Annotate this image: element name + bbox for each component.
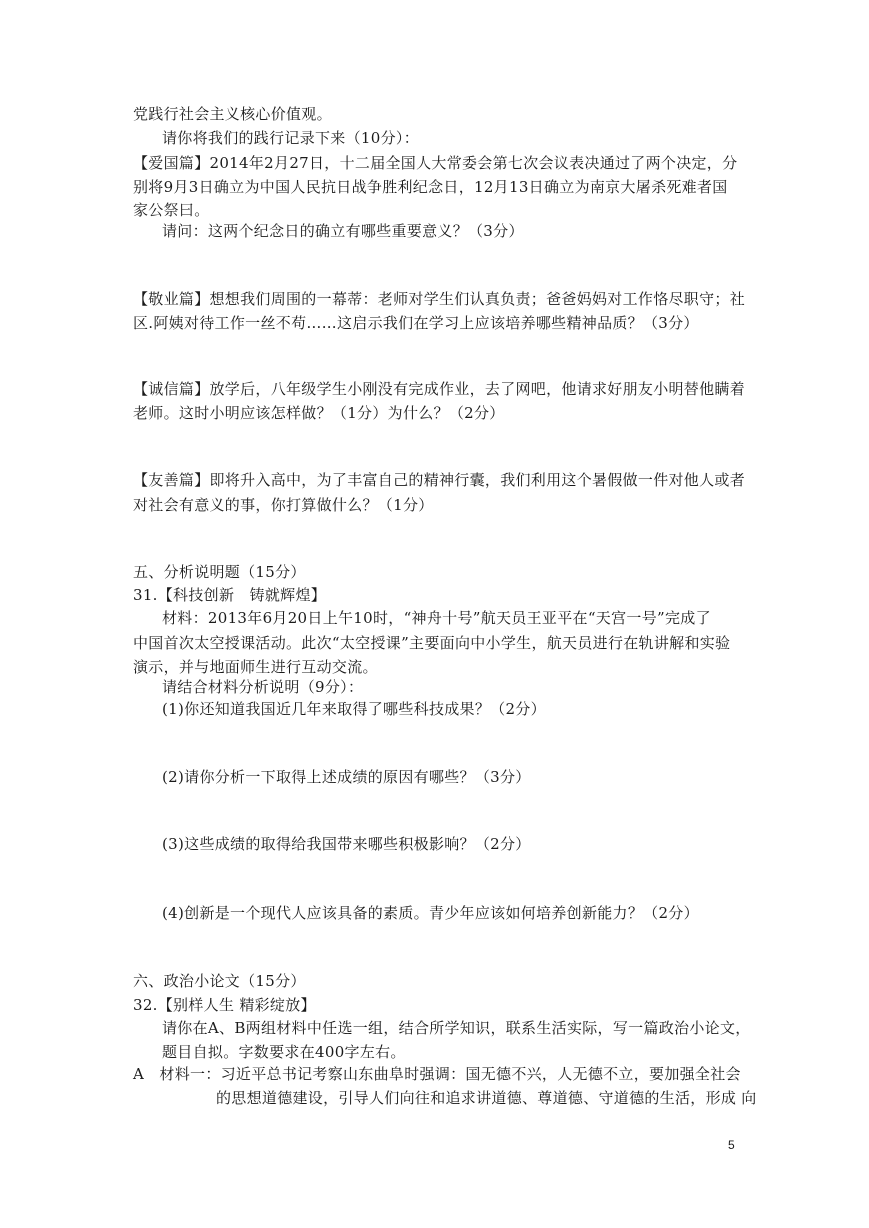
text-line: 的思想道德建设，引导人们向往和追求讲道德、尊道德、守道德的生活，形成 向 <box>216 1089 757 1107</box>
text-line: 请问：这两个纪念日的确立有哪些重要意义？（3分） <box>162 222 524 240</box>
text-line: 请你在A、B两组材料中任选一组，结合所学知识，联系生活实际，写一篇政治小论文， <box>162 1019 751 1037</box>
text-line: 【爱国篇】2014年2月27日，十二届全国人大常委会第七次会议表决通过了两个决定，分 <box>133 154 738 172</box>
text-line: 请你将我们的践行记录下来（10分）： <box>162 129 419 147</box>
sub-question: (2)请你分析一下取得上述成绩的原因有哪些？（3分） <box>162 768 531 786</box>
text-line: 【诚信篇】放学后，八年级学生小刚没有完成作业，去了网吧，他请求好朋友小明替他瞒着 <box>133 380 746 398</box>
text-line: 题目自拟。字数要求在400字左右。 <box>162 1043 406 1061</box>
text-line: 党践行社会主义核心价值观。 <box>133 105 332 123</box>
text-line: 老师。这时小明应该怎样做？（1分）为什么？（2分） <box>133 404 505 422</box>
text-line: 演示，并与地面师生进行互动交流。 <box>133 658 378 676</box>
text-line: 别将9月3日确立为中国人民抗日战争胜利纪念日，12月13日确立为南京大屠杀死难者国 <box>133 178 728 196</box>
text-line: A 材料一：习近平总书记考察山东曲阜时强调：国无德不兴，人无德不立，要加强全社会 <box>133 1065 741 1083</box>
text-line: 【友善篇】即将升入高中，为了丰富自己的精神行囊，我们利用这个暑假做一件对他人或者 <box>133 471 746 489</box>
text-line: 家公祭曰。 <box>133 201 210 219</box>
text-line: 材料：2013年6月20日上午10时，“神舟十号”航天员王亚平在“天宫一号”完成了 <box>162 609 711 627</box>
text-line: 区.阿姨对待工作一丝不苟……这启示我们在学习上应该培养哪些精神品质？（3分） <box>133 314 699 332</box>
text-line: 【敬业篇】想想我们周围的一幕蒂：老师对学生们认真负责；爸爸妈妈对工作恪尽职守；社 <box>133 290 746 308</box>
sub-question: (1)你还知道我国近几年来取得了哪些科技成果？（2分） <box>162 700 546 718</box>
question-title: 32.【别样人生 精彩绽放】 <box>133 996 316 1014</box>
section-heading: 五、分析说明题（15分） <box>133 563 306 581</box>
sub-question: (4)创新是一个现代人应该具备的素质。青少年应该如何培养创新能力？（2分） <box>162 904 699 922</box>
text-line: 中国首次太空授课活动。此次“太空授课”主要面向中小学生，航天员进行在轨讲解和实验 <box>133 634 731 652</box>
page-number: 5 <box>728 1138 735 1152</box>
text-line: 请结合材料分析说明（9分）： <box>162 678 364 696</box>
text-line: 对社会有意义的事，你打算做什么？（1分） <box>133 496 434 514</box>
section-heading: 六、政治小论文（15分） <box>133 972 306 990</box>
sub-question: (3)这些成绩的取得给我国带来哪些积极影响？（2分） <box>162 835 531 853</box>
question-title: 31.【科技创新 铸就辉煌】 <box>133 586 327 604</box>
